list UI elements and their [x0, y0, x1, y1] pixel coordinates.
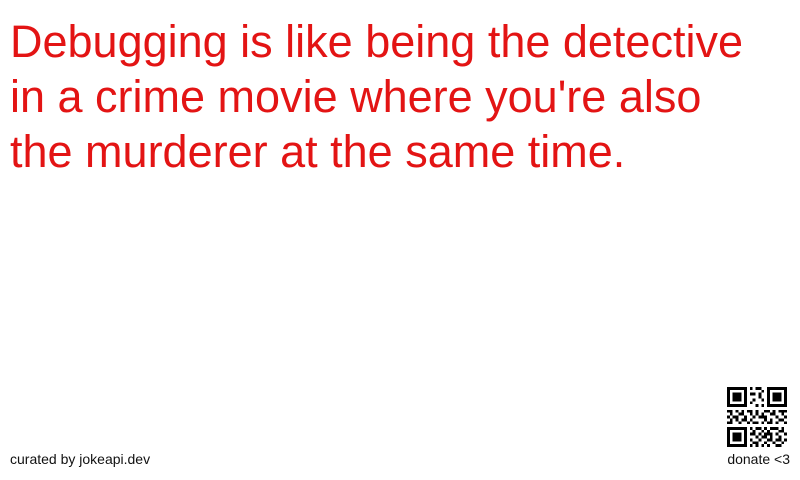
- donate-link[interactable]: donate <3: [727, 451, 790, 467]
- curated-by-credit: curated by jokeapi.dev: [10, 451, 151, 467]
- joke-text: Debugging is like being the detective in a crime movie where you're also the murderer at the same time.: [10, 16, 743, 177]
- donate-qr-code-icon[interactable]: [727, 387, 787, 447]
